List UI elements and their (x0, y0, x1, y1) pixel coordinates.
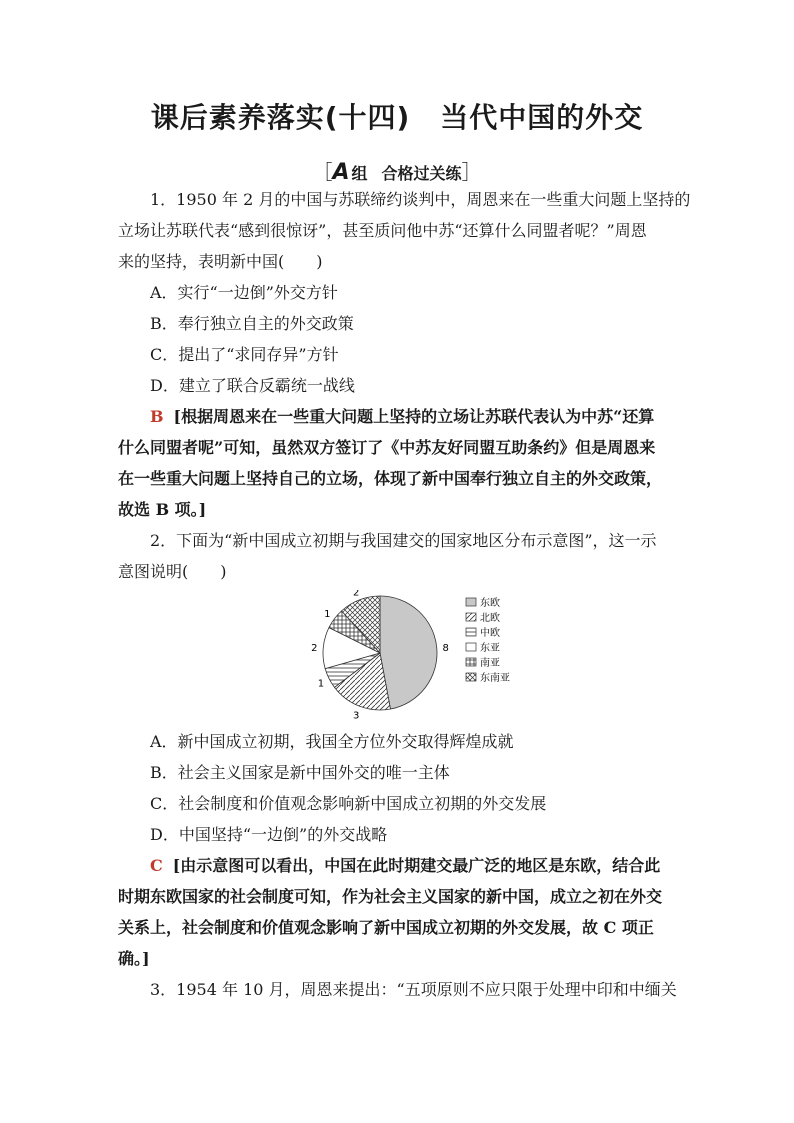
legend-swatch (466, 598, 476, 606)
q2-stem-line: 2．下面为“新中国成立初期与我国建交的国家地区分布示意图”，这一示 (150, 531, 657, 550)
q2-explanation-line: 关系上，社会制度和价值观念影响了新中国成立初期的外交发展，故 C 项正 (118, 918, 654, 937)
q1-stem-line: 立场让苏联代表“感到很惊讶”，甚至质问他中苏“还算什么同盟者呢？”周恩 (118, 221, 647, 240)
group-word: 组 (351, 164, 368, 183)
q1-explanation-line: 什么同盟者呢”可知，虽然双方签订了《中苏友好同盟互助条约》但是周恩来 (118, 438, 656, 457)
section-name: 合格过关练 (381, 164, 462, 183)
question-2 (118, 525, 678, 587)
bracket-close: ］ (461, 160, 482, 184)
pie-chart (300, 590, 530, 722)
q2-explanation-text: [由示意图可以看出，中国在此时期建交最广泛的地区是东欧，结合此 (172, 856, 661, 875)
question-2-options (118, 726, 678, 1005)
title-main: 课后素养落实(十四) (150, 101, 411, 134)
q2-option-c[interactable]: C．社会制度和价值观念影响新中国成立初期的外交发展 (150, 794, 547, 813)
legend-swatch (466, 658, 476, 666)
q1-option-b[interactable]: B．奉行独立自主的外交政策 (150, 314, 354, 333)
title-sub: 当代中国的外交 (440, 101, 644, 134)
pie-value-label: 3 (352, 710, 360, 722)
q1-stem-line: 来的坚持，表明新中国( ) (118, 252, 323, 271)
q2-option-d[interactable]: D．中国坚持“一边倒”的外交战略 (150, 825, 388, 844)
q2-explanation-line (118, 850, 678, 881)
q3-stem-line: 3．1954 年 10 月，周恩来提出：“五项原则不应只限于处理中印和中缅关 (150, 980, 677, 999)
bracket-open: ［ (312, 160, 333, 184)
legend-label: 东南亚 (480, 673, 510, 684)
pie-chart-svg (300, 590, 530, 722)
legend-swatch (466, 643, 476, 651)
q2-option-b[interactable]: B．社会主义国家是新中国外交的唯一主体 (150, 763, 450, 782)
question-1 (118, 184, 691, 525)
page-title (0, 96, 794, 136)
legend-label: 南亚 (480, 658, 500, 669)
pie-value-label: 2 (352, 590, 360, 599)
q1-answer-letter: B (150, 407, 164, 426)
q1-explanation-text: [根据周恩来在一些重大问题上坚持的立场让苏联代表认为中苏“还算 (173, 407, 655, 426)
q1-explanation-line: 在一些重大问题上坚持自己的立场，体现了新中国奉行独立自主的外交政策， (118, 469, 663, 488)
q1-option-c[interactable]: C．提出了“求同存异”方针 (150, 345, 339, 364)
q1-option-d[interactable]: D．建立了联合反霸统一战线 (150, 376, 355, 395)
legend-swatch (466, 628, 476, 636)
legend-swatch (466, 613, 476, 621)
q2-answer-letter: C (150, 856, 163, 875)
pie-value-label: 1 (324, 609, 331, 621)
q2-explanation-line: 确。] (118, 949, 150, 968)
legend-label: 中欧 (480, 628, 500, 639)
q1-explanation-line: 故选 B 项。] (118, 500, 207, 519)
q1-stem-line: 1．1950 年 2 月的中国与苏联缔约谈判中，周恩来在一些重大问题上坚持的 (150, 190, 691, 209)
legend-label: 东亚 (480, 643, 500, 654)
pie-value-label: 2 (311, 642, 318, 654)
pie-value-label: 1 (317, 678, 325, 690)
section-heading (0, 156, 794, 185)
legend-label: 东欧 (480, 598, 500, 609)
pie-value-label: 8 (442, 642, 449, 654)
q1-option-a[interactable]: A．实行“一边倒”外交方针 (150, 283, 338, 302)
q2-option-a[interactable]: A．新中国成立初期，我国全方位外交取得辉煌成就 (150, 732, 514, 751)
legend-label: 北欧 (480, 613, 500, 624)
q1-explanation-line (118, 401, 678, 432)
group-letter: A (332, 160, 350, 185)
pie-slice-0 (380, 596, 437, 709)
legend-swatch (466, 673, 476, 681)
q2-stem-line: 意图说明( ) (118, 562, 227, 581)
q2-explanation-line: 时期东欧国家的社会制度可知，作为社会主义国家的新中国，成立之初在外交 (118, 887, 663, 906)
